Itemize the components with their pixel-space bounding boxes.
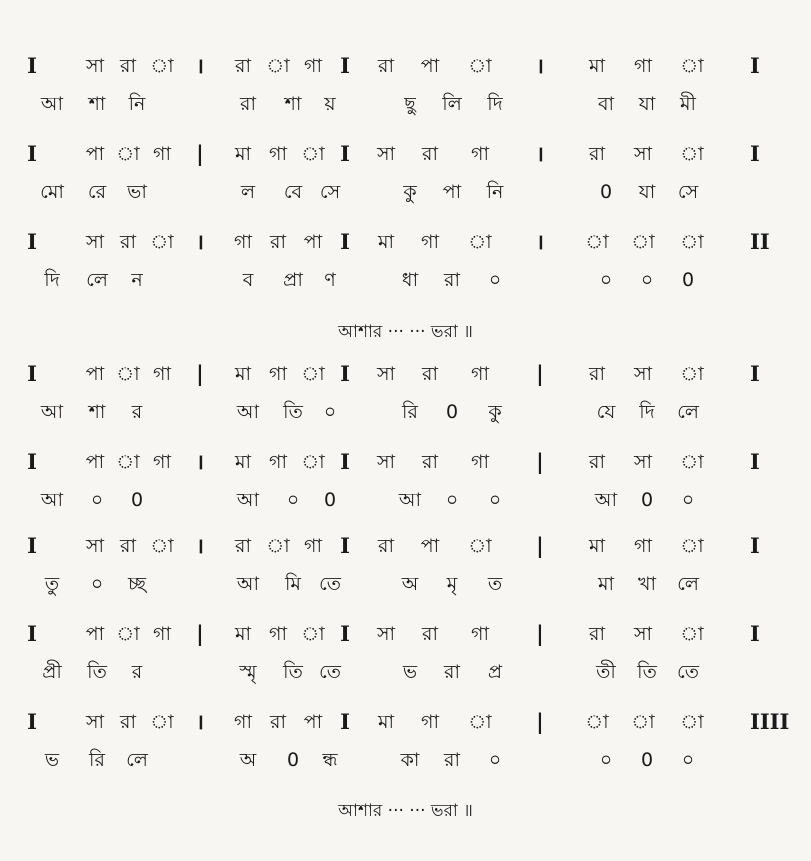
bar-line: । [196, 709, 204, 734]
lyric-syllable: ০ [445, 489, 459, 511]
swara-note: সা [85, 231, 105, 253]
lyric-syllable: প্রী [42, 661, 62, 683]
bar-line: I [340, 53, 350, 78]
swara-note: রা [422, 363, 438, 385]
swara-note: গা [471, 623, 489, 645]
lyric-syllable: লে [677, 573, 699, 595]
swara-note: মা [588, 55, 606, 77]
swara-note: া [116, 143, 140, 165]
lyric-syllable: রি [89, 749, 105, 771]
lyric-row [0, 484, 811, 516]
lyric-syllable: রা [444, 661, 460, 683]
lyric-syllable: সে [319, 181, 341, 203]
swara-row [0, 530, 811, 562]
lyric-syllable: মো [40, 181, 64, 203]
swara-note: া [266, 535, 290, 557]
end-bar-line: IIII [750, 709, 790, 734]
swara-note: গা [234, 231, 252, 253]
bar-line: । [536, 229, 544, 254]
lyric-syllable: মৃ [446, 573, 458, 595]
swara-note: গা [269, 623, 287, 645]
lyric-syllable: আ [594, 489, 618, 511]
swara-note: সা [633, 451, 653, 473]
swara-note: া [468, 711, 492, 733]
lyric-syllable: আ [398, 489, 422, 511]
bar-line: । [196, 229, 204, 254]
lyric-syllable: লে [86, 269, 108, 291]
swara-note: া [680, 711, 704, 733]
lyric-row [0, 568, 811, 600]
swara-note: রা [235, 55, 251, 77]
bar-line: I [27, 361, 37, 386]
lyric-syllable: ০ [599, 269, 613, 291]
swara-note: পা [303, 711, 323, 733]
lyric-syllable: ০ [488, 269, 502, 291]
lyric-syllable: যা [638, 181, 656, 203]
swara-row [0, 706, 811, 738]
lyric-syllable: র [131, 401, 143, 423]
swara-note: সা [85, 711, 105, 733]
swara-note: পা [85, 143, 105, 165]
lyric-syllable: আ [40, 93, 64, 115]
swara-note: রা [120, 535, 136, 557]
lyric-syllable: 0 [445, 401, 459, 423]
lyric-syllable: ০ [90, 489, 104, 511]
lyric-syllable: পা [442, 181, 462, 203]
swara-note: রা [120, 231, 136, 253]
swara-note: সা [376, 623, 396, 645]
swara-note: মা [234, 451, 252, 473]
bar-line: | [536, 621, 544, 646]
swara-note: রা [422, 451, 438, 473]
lyric-syllable: কু [403, 181, 417, 203]
swara-note: া [150, 55, 174, 77]
swara-note: গা [269, 363, 287, 385]
lyric-syllable: সে [677, 181, 699, 203]
lyric-syllable: প্রা [283, 269, 303, 291]
lyric-syllable: ছু [404, 93, 416, 115]
lyric-syllable: তী [596, 661, 616, 683]
swara-row [0, 50, 811, 82]
lyric-syllable: তে [319, 661, 341, 683]
lyric-syllable: ০ [681, 749, 695, 771]
swara-note: পা [303, 231, 323, 253]
swara-note: া [301, 143, 325, 165]
swara-note: গা [304, 535, 322, 557]
lyric-syllable: স্মৃ [239, 661, 257, 683]
bar-line: I [27, 229, 37, 254]
swara-note: রা [120, 55, 136, 77]
lyric-syllable: 0 [640, 749, 654, 771]
lyric-syllable: লে [126, 749, 148, 771]
lyric-syllable: প্র [487, 661, 503, 683]
swara-row [0, 138, 811, 170]
bar-line: I [340, 449, 350, 474]
swara-note: রা [378, 55, 394, 77]
lyric-syllable: ভ [44, 749, 60, 771]
swara-note: রা [589, 451, 605, 473]
swara-note: া [680, 535, 704, 557]
swara-note: সা [376, 363, 396, 385]
lyric-syllable: রে [87, 181, 107, 203]
lyric-syllable: রা [444, 749, 460, 771]
bar-line: I [27, 709, 37, 734]
swara-note: া [301, 623, 325, 645]
bar-line: । [196, 533, 204, 558]
lyric-syllable: ০ [323, 401, 337, 423]
lyric-syllable: ০ [640, 269, 654, 291]
lyric-syllable: কু [488, 401, 502, 423]
lyric-syllable: র [131, 661, 143, 683]
lyric-syllable: কা [400, 749, 420, 771]
swara-note: মা [234, 363, 252, 385]
swara-note: া [116, 363, 140, 385]
lyric-syllable: ন্ধ [322, 749, 338, 771]
swara-note: গা [634, 55, 652, 77]
swara-note: া [680, 363, 704, 385]
lyric-syllable: আ [236, 489, 260, 511]
lyric-syllable: ধা [401, 269, 419, 291]
lyric-syllable: বে [283, 181, 303, 203]
bar-line: I [340, 361, 350, 386]
refrain-line: আশার ··· ··· ভরা ॥ [338, 322, 473, 342]
bar-line: I [27, 449, 37, 474]
bar-line: । [196, 53, 204, 78]
swara-note: া [585, 231, 609, 253]
lyric-syllable: য় [324, 93, 336, 115]
end-bar-line: I [750, 141, 760, 166]
swara-note: গা [471, 451, 489, 473]
swara-note: া [631, 711, 655, 733]
swara-note: পা [420, 55, 440, 77]
lyric-syllable: মী [680, 93, 696, 115]
lyric-syllable: 0 [286, 749, 300, 771]
lyric-syllable: ল [240, 181, 256, 203]
swara-note: া [468, 55, 492, 77]
lyric-syllable: 0 [323, 489, 337, 511]
bar-line: I [27, 533, 37, 558]
swara-note: পা [85, 451, 105, 473]
swara-note: া [631, 231, 655, 253]
swara-note: গা [153, 143, 171, 165]
swara-row [0, 618, 811, 650]
swara-note: গা [304, 55, 322, 77]
swara-note: সা [85, 55, 105, 77]
lyric-syllable: ০ [599, 749, 613, 771]
bar-line: I [340, 533, 350, 558]
end-bar-line: II [750, 229, 770, 254]
swara-note: া [150, 711, 174, 733]
swara-note: সা [633, 363, 653, 385]
swara-note: রা [589, 143, 605, 165]
bar-line: । [536, 53, 544, 78]
lyric-syllable: 0 [599, 181, 613, 203]
swara-note: া [468, 535, 492, 557]
lyric-syllable: ০ [286, 489, 300, 511]
lyric-syllable: তি [637, 661, 657, 683]
lyric-syllable: দি [487, 93, 503, 115]
lyric-syllable: তে [319, 573, 341, 595]
swara-note: গা [471, 363, 489, 385]
swara-note: রা [589, 363, 605, 385]
lyric-syllable: দি [44, 269, 60, 291]
swara-note: মা [234, 623, 252, 645]
lyric-syllable: যে [596, 401, 616, 423]
bar-line: I [340, 141, 350, 166]
bar-line: | [196, 621, 204, 646]
swara-note: রা [235, 535, 251, 557]
swara-row [0, 226, 811, 258]
lyric-syllable: তি [283, 401, 303, 423]
lyric-syllable: তে [677, 661, 699, 683]
end-bar-line: I [750, 621, 760, 646]
lyric-syllable: মি [285, 573, 301, 595]
bar-line: I [340, 229, 350, 254]
lyric-syllable: শা [284, 93, 302, 115]
lyric-syllable: ০ [488, 749, 502, 771]
lyric-syllable: 0 [640, 489, 654, 511]
lyric-syllable: আ [40, 489, 64, 511]
swara-note: া [680, 623, 704, 645]
lyric-syllable: ণ [324, 269, 336, 291]
swara-note: া [585, 711, 609, 733]
swara-note: পা [85, 623, 105, 645]
swara-note: রা [120, 711, 136, 733]
lyric-syllable: অ [401, 573, 419, 595]
swara-note: গা [153, 451, 171, 473]
swara-note: রা [422, 143, 438, 165]
swara-note: া [150, 535, 174, 557]
swara-note: সা [85, 535, 105, 557]
lyric-syllable: ব [242, 269, 254, 291]
swara-note: া [116, 451, 140, 473]
swara-note: মা [588, 535, 606, 557]
lyric-syllable: আ [40, 401, 64, 423]
bar-line: | [536, 709, 544, 734]
swara-note: গা [421, 711, 439, 733]
refrain-line: আশার ··· ··· ভরা ॥ [338, 801, 473, 821]
swara-note: া [680, 451, 704, 473]
swara-note: গা [421, 231, 439, 253]
lyric-syllable: 0 [681, 269, 695, 291]
swara-row [0, 446, 811, 478]
swara-note: সা [376, 451, 396, 473]
swara-note: মা [234, 143, 252, 165]
lyric-syllable: বা [597, 93, 615, 115]
swara-note: রা [270, 231, 286, 253]
swara-note: সা [376, 143, 396, 165]
swara-note: পা [85, 363, 105, 385]
bar-line: । [536, 141, 544, 166]
lyric-syllable: লি [442, 93, 462, 115]
bar-line: I [27, 141, 37, 166]
lyric-syllable: শা [88, 401, 106, 423]
lyric-syllable: যা [638, 93, 656, 115]
swara-note: া [680, 231, 704, 253]
swara-note: া [150, 231, 174, 253]
lyric-syllable: রি [402, 401, 418, 423]
swara-note: গা [269, 451, 287, 473]
bar-line: | [536, 449, 544, 474]
bar-line: | [196, 141, 204, 166]
bar-line: | [536, 361, 544, 386]
lyric-syllable: আ [236, 401, 260, 423]
swara-note: া [116, 623, 140, 645]
swara-note: া [468, 231, 492, 253]
swara-note: গা [153, 623, 171, 645]
lyric-syllable: ভা [127, 181, 147, 203]
swara-note: রা [589, 623, 605, 645]
swara-note: গা [153, 363, 171, 385]
lyric-syllable: ন [131, 269, 143, 291]
end-bar-line: I [750, 533, 760, 558]
bar-line: I [340, 621, 350, 646]
lyric-row [0, 396, 811, 428]
lyric-syllable: ০ [488, 489, 502, 511]
bar-line: I [27, 53, 37, 78]
lyric-syllable: খা [638, 573, 656, 595]
swara-note: া [680, 143, 704, 165]
end-bar-line: I [750, 53, 760, 78]
lyric-syllable: রা [444, 269, 460, 291]
lyric-syllable: নি [128, 93, 146, 115]
swara-note: সা [633, 143, 653, 165]
lyric-syllable: শা [88, 93, 106, 115]
swara-note: গা [269, 143, 287, 165]
bar-line: । [196, 449, 204, 474]
swara-note: রা [378, 535, 394, 557]
swara-note: পা [420, 535, 440, 557]
swara-note: রা [270, 711, 286, 733]
lyric-row [0, 176, 811, 208]
lyric-syllable: তি [283, 661, 303, 683]
lyric-syllable: মা [597, 573, 615, 595]
bar-line: I [340, 709, 350, 734]
bar-line: | [196, 361, 204, 386]
lyric-syllable: নি [486, 181, 504, 203]
lyric-syllable: অ [239, 749, 257, 771]
lyric-syllable: তি [87, 661, 107, 683]
swara-note: সা [633, 623, 653, 645]
lyric-syllable: লে [677, 401, 699, 423]
end-bar-line: I [750, 361, 760, 386]
swara-note: া [680, 55, 704, 77]
lyric-syllable: রা [240, 93, 256, 115]
lyric-syllable: তু [44, 573, 60, 595]
lyric-syllable: ভ [402, 661, 418, 683]
end-bar-line: I [750, 449, 760, 474]
swara-note: মা [377, 711, 395, 733]
swara-note: গা [234, 711, 252, 733]
lyric-row [0, 656, 811, 688]
lyric-syllable: ০ [681, 489, 695, 511]
lyric-row [0, 88, 811, 120]
lyric-row [0, 264, 811, 296]
swara-note: গা [634, 535, 652, 557]
lyric-syllable: আ [236, 573, 260, 595]
lyric-syllable: ত [487, 573, 503, 595]
bar-line: | [536, 533, 544, 558]
swara-note: গা [471, 143, 489, 165]
swara-note: রা [422, 623, 438, 645]
swara-row [0, 358, 811, 390]
swara-note: া [266, 55, 290, 77]
lyric-row [0, 744, 811, 776]
lyric-syllable: ০ [90, 573, 104, 595]
bar-line: I [27, 621, 37, 646]
lyric-syllable: 0 [130, 489, 144, 511]
swara-note: া [301, 363, 325, 385]
swara-note: া [301, 451, 325, 473]
swara-note: মা [377, 231, 395, 253]
lyric-syllable: দি [639, 401, 655, 423]
lyric-syllable: চ্ছ [128, 573, 146, 595]
